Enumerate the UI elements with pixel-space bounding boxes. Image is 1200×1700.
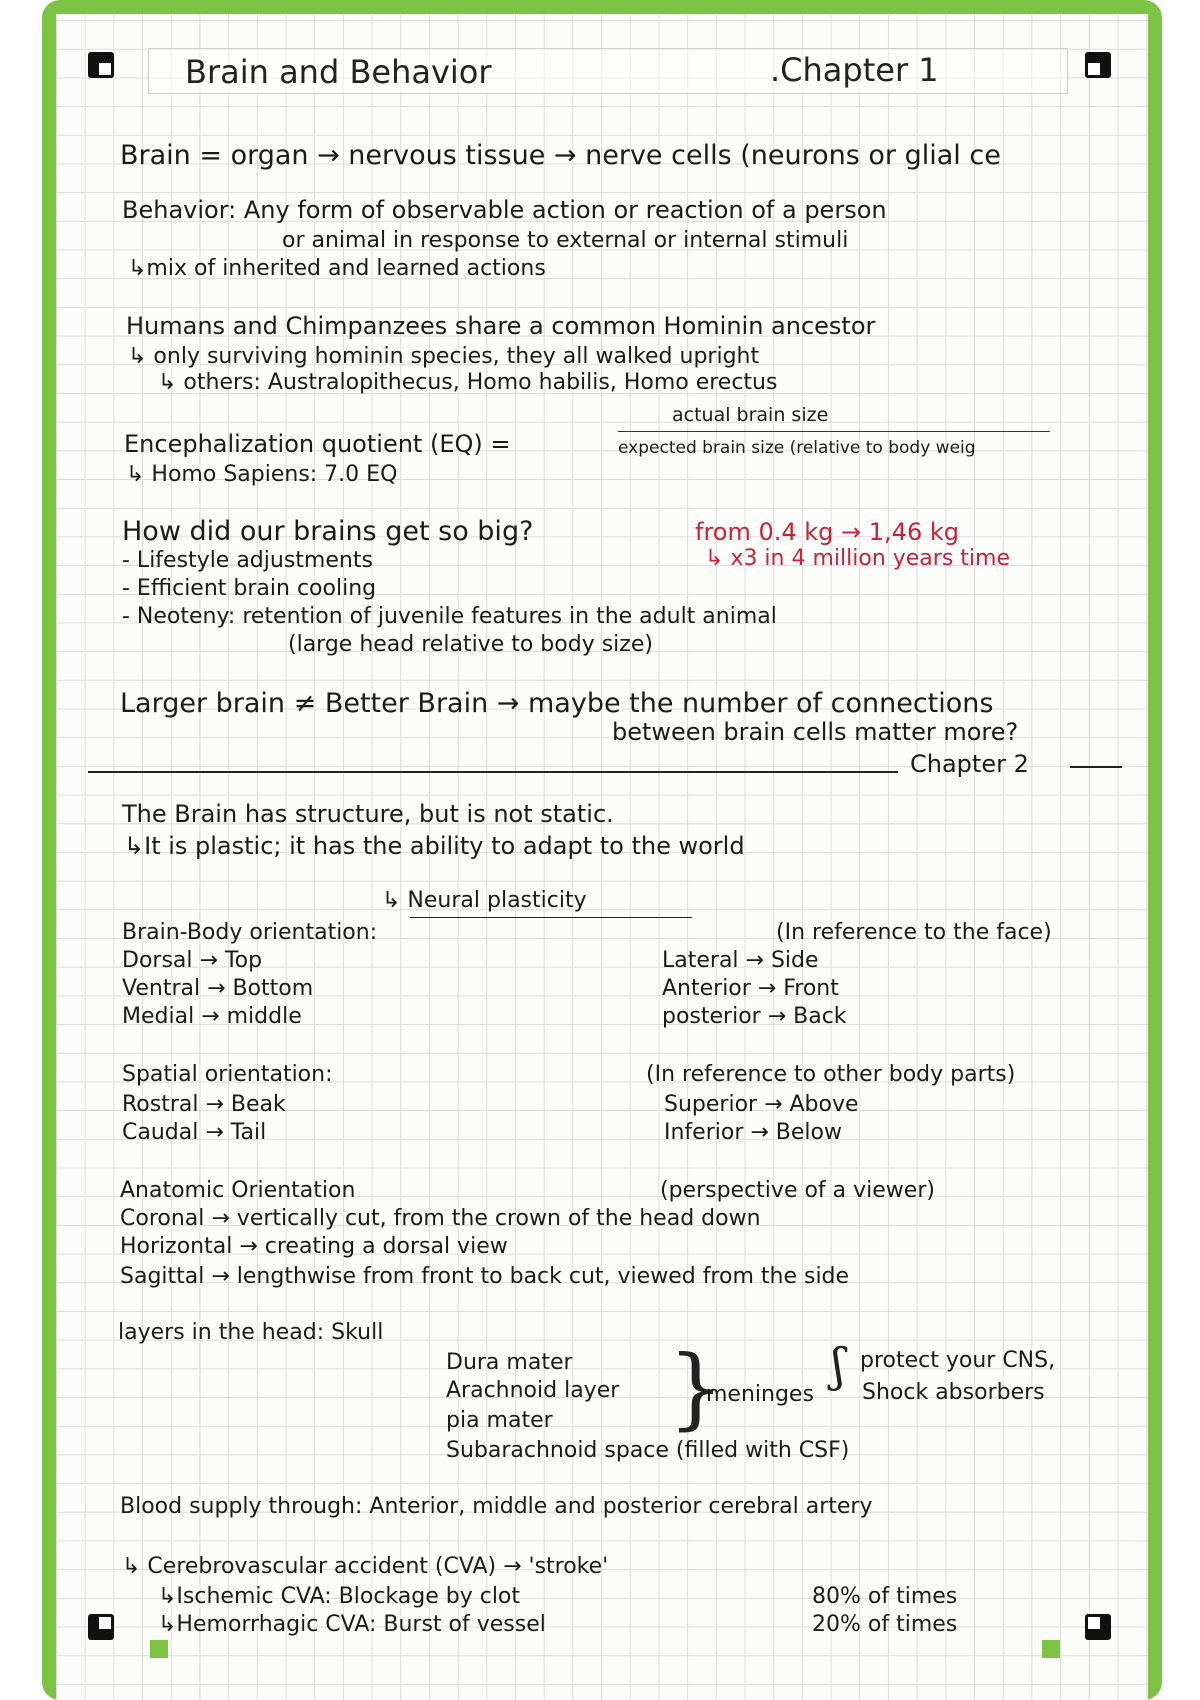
ischemic-percent: 80% of times — [812, 1584, 958, 1609]
medial: Medial → middle — [122, 1004, 302, 1029]
behavior-definition-line-2: or animal in response to external or internal stimuli — [282, 228, 849, 253]
spatial-reference: (In reference to other body parts) — [646, 1062, 1016, 1087]
green-square-left-icon — [150, 1640, 168, 1658]
behavior-definition-line-1: Behavior: Any form of observable action or reaction of a person — [122, 196, 887, 224]
eq-numerator: actual brain size — [672, 404, 829, 426]
cva: ↳ Cerebrovascular accident (CVA) → 'stroke' — [122, 1554, 609, 1579]
hemorrhagic-cva: ↳Hemorrhagic CVA: Burst of vessel — [158, 1612, 546, 1637]
brain-growth-time-note: ↳ x3 in 4 million years time — [705, 546, 1010, 571]
chapter-divider-end — [1070, 766, 1122, 768]
blood-supply: Blood supply through: Anterior, middle and posterior cerebral artery — [120, 1494, 873, 1519]
green-square-right-icon — [1042, 1640, 1060, 1658]
meninges-function-brace: ʃ — [832, 1338, 845, 1392]
hemorrhagic-percent: 20% of times — [812, 1612, 958, 1637]
meninges-shock: Shock absorbers — [862, 1380, 1045, 1405]
caudal: Caudal → Tail — [122, 1120, 267, 1145]
ischemic-cva: ↳Ischemic CVA: Blockage by clot — [158, 1584, 521, 1609]
corner-mark-bottom-right-icon — [1085, 1614, 1111, 1640]
behavior-mix: ↳mix of inherited and learned actions — [128, 256, 546, 281]
page-title: Brain and Behavior — [185, 53, 492, 91]
meninges-protect: protect your CNS, — [860, 1348, 1056, 1373]
dorsal: Dorsal → Top — [122, 948, 263, 973]
horizontal: Horizontal → creating a dorsal view — [120, 1234, 508, 1259]
eq-fraction-bar — [618, 431, 1050, 432]
anterior: Anterior → Front — [662, 976, 839, 1001]
structure-line-2: ↳It is plastic; it has the ability to adapt to the world — [124, 832, 745, 860]
ventral: Ventral → Bottom — [122, 976, 314, 1001]
arachnoid-layer: Arachnoid layer — [446, 1378, 620, 1403]
corner-mark-bottom-left-icon — [88, 1614, 114, 1640]
eq-label: Encephalization quotient (EQ) = — [124, 430, 511, 458]
anatomic-reference: (perspective of a viewer) — [660, 1178, 935, 1203]
reason-neoteny: - Neoteny: retention of juvenile features in the adult animal — [122, 604, 777, 629]
rostral: Rostral → Beak — [122, 1092, 286, 1117]
orientation-title: Brain-Body orientation: — [122, 920, 378, 945]
eq-homo-sapiens: ↳ Homo Sapiens: 7.0 EQ — [126, 462, 398, 487]
humans-line-2: ↳ only surviving hominin species, they all walked upright — [128, 344, 760, 369]
structure-line-1: The Brain has structure, but is not static. — [122, 800, 614, 828]
posterior: posterior → Back — [662, 1004, 847, 1029]
brain-definition: Brain = organ → nervous tissue → nerve cells (neurons or glial ce — [120, 140, 1001, 171]
superior: Superior → Above — [664, 1092, 859, 1117]
eq-denominator: expected brain size (relative to body weig — [618, 438, 976, 458]
reason-cooling: - Efficient brain cooling — [122, 576, 377, 601]
subarachnoid-space: Subarachnoid space (filled with CSF) — [446, 1438, 850, 1463]
neural-plasticity: ↳ Neural plasticity — [382, 888, 587, 913]
inferior: Inferior → Below — [664, 1120, 842, 1145]
humans-line-1: Humans and Chimpanzees share a common Hominin ancestor — [126, 312, 876, 340]
orientation-reference: (In reference to the face) — [776, 920, 1052, 945]
brain-growth-note: from 0.4 kg → 1,46 kg — [695, 518, 959, 546]
pia-mater: pia mater — [446, 1408, 553, 1433]
corner-mark-top-left-icon — [88, 52, 114, 78]
meninges-brace: } — [668, 1336, 724, 1439]
plasticity-underline — [410, 917, 692, 918]
corner-mark-top-right-icon — [1085, 52, 1111, 78]
coronal: Coronal → vertically cut, from the crown of the head down — [120, 1206, 761, 1231]
dura-mater: Dura mater — [446, 1350, 573, 1375]
big-brain-question: How did our brains get so big? — [122, 516, 534, 547]
larger-brain-line-2: between brain cells matter more? — [612, 718, 1019, 746]
chapter-2-label: Chapter 2 — [910, 750, 1029, 778]
anatomic-title: Anatomic Orientation — [120, 1178, 356, 1203]
chapter-divider — [88, 771, 898, 773]
sagittal: Sagittal → lengthwise from front to back cut, viewed from the side — [120, 1264, 850, 1289]
neoteny-detail: (large head relative to body size) — [288, 632, 653, 657]
reason-lifestyle: - Lifestyle adjustments — [122, 548, 373, 573]
layers-title: layers in the head: Skull — [118, 1320, 384, 1345]
chapter-label: .Chapter 1 — [770, 51, 939, 89]
meninges-label: meninges — [706, 1382, 814, 1407]
spatial-title: Spatial orientation: — [122, 1062, 333, 1087]
lateral: Lateral → Side — [662, 948, 819, 973]
humans-line-3: ↳ others: Australopithecus, Homo habilis, Homo erectus — [158, 370, 778, 395]
larger-brain-line-1: Larger brain ≠ Better Brain → maybe the number of connections — [120, 688, 994, 719]
